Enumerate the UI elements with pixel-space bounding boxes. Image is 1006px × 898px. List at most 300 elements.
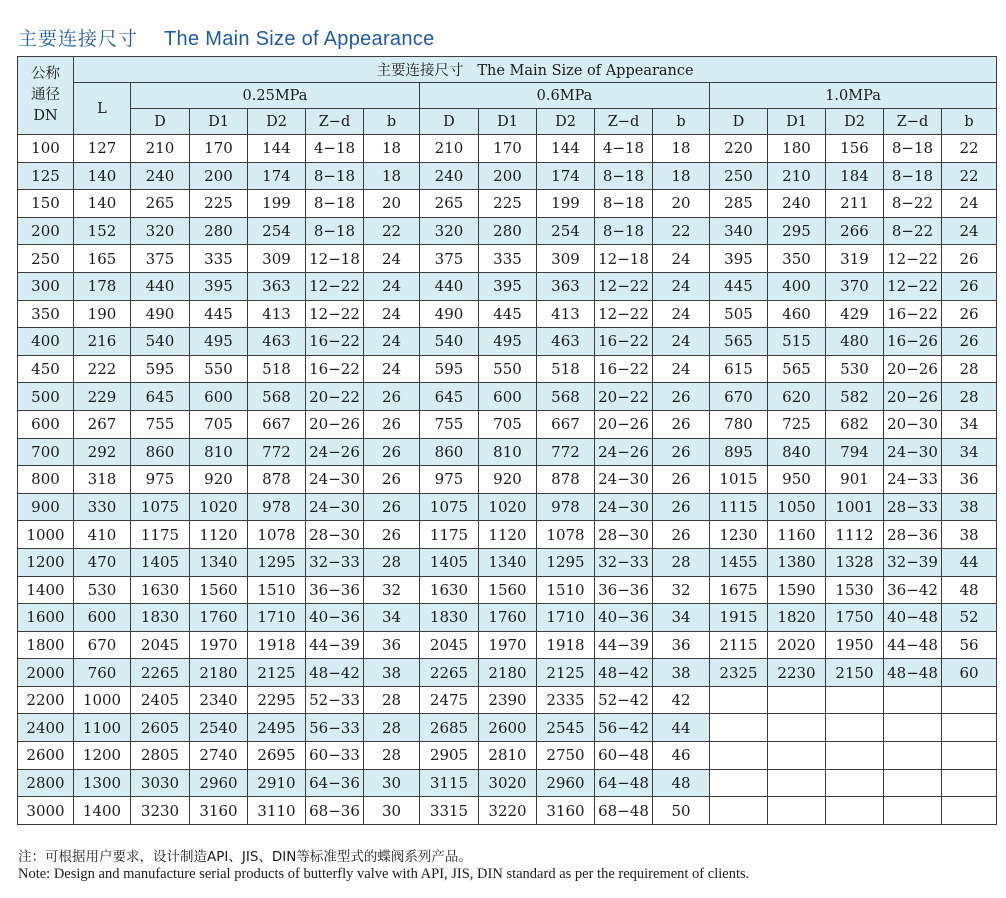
table-cell: 2180 <box>479 659 537 687</box>
table-cell <box>942 797 997 825</box>
table-cell: 68−48 <box>595 797 653 825</box>
table-cell: 500 <box>18 383 74 411</box>
table-cell: 18 <box>653 162 710 190</box>
table-cell: 24 <box>364 300 420 328</box>
table-cell: 16−22 <box>306 355 364 383</box>
table-cell: 429 <box>826 300 884 328</box>
table-cell: 254 <box>537 217 595 245</box>
sub-header-cell: D <box>710 109 768 135</box>
table-cell: 375 <box>131 245 190 273</box>
table-cell: 32 <box>653 576 710 604</box>
table-cell: 2540 <box>190 714 248 742</box>
table-cell: 26 <box>364 521 420 549</box>
table-cell: 267 <box>74 410 131 438</box>
table-cell: 40−48 <box>884 604 942 632</box>
table-cell: 38 <box>653 659 710 687</box>
table-cell: 3020 <box>479 769 537 797</box>
table-cell: 2325 <box>710 659 768 687</box>
table-cell: 700 <box>18 438 74 466</box>
sub-header-cell: D <box>420 109 479 135</box>
table-cell: 144 <box>537 135 595 163</box>
table-cell: 265 <box>131 190 190 218</box>
table-cell: 36 <box>942 466 997 494</box>
table-cell: 36 <box>364 631 420 659</box>
table-cell: 30 <box>364 769 420 797</box>
table-cell: 978 <box>537 493 595 521</box>
table-cell: 645 <box>131 383 190 411</box>
table-cell: 760 <box>74 659 131 687</box>
table-cell: 22 <box>942 162 997 190</box>
table-cell: 24 <box>942 217 997 245</box>
table-cell: 2600 <box>18 742 74 770</box>
table-cell <box>826 769 884 797</box>
table-title <box>74 57 997 83</box>
table-cell: 2685 <box>420 714 479 742</box>
table-cell: 2125 <box>248 659 306 687</box>
table-cell: 48−42 <box>595 659 653 687</box>
table-cell: 2600 <box>479 714 537 742</box>
table-cell: 490 <box>131 300 190 328</box>
table-cell: 184 <box>826 162 884 190</box>
table-cell: 1830 <box>131 604 190 632</box>
table-cell: 615 <box>710 355 768 383</box>
table-row <box>18 217 997 245</box>
table-cell: 200 <box>190 162 248 190</box>
table-cell: 1001 <box>826 493 884 521</box>
table-cell: 36 <box>653 631 710 659</box>
table-cell: 30 <box>364 797 420 825</box>
table-cell: 755 <box>131 410 190 438</box>
table-cell: 1175 <box>420 521 479 549</box>
table-cell: 2000 <box>18 659 74 687</box>
table-cell: 240 <box>420 162 479 190</box>
table-cell: 705 <box>479 410 537 438</box>
table-cell: 20 <box>364 190 420 218</box>
table-cell: 1600 <box>18 604 74 632</box>
table-cell: 36−42 <box>884 576 942 604</box>
table-cell: 363 <box>537 272 595 300</box>
table-cell: 670 <box>74 631 131 659</box>
table-cell <box>710 686 768 714</box>
table-cell: 48−42 <box>306 659 364 687</box>
table-cell: 1530 <box>826 576 884 604</box>
table-cell: 60−48 <box>595 742 653 770</box>
table-cell: 140 <box>74 190 131 218</box>
table-cell: 20−26 <box>884 355 942 383</box>
table-cell: 2695 <box>248 742 306 770</box>
table-cell: 395 <box>190 272 248 300</box>
table-cell: 52 <box>942 604 997 632</box>
table-cell <box>884 686 942 714</box>
table-cell: 350 <box>768 245 826 273</box>
table-cell: 26 <box>653 493 710 521</box>
table-cell: 240 <box>131 162 190 190</box>
table-cell: 1918 <box>248 631 306 659</box>
table-cell: 1078 <box>248 521 306 549</box>
table-cell: 540 <box>131 328 190 356</box>
table-cell: 152 <box>74 217 131 245</box>
table-cell: 18 <box>364 135 420 163</box>
table-cell: 100 <box>18 135 74 163</box>
table-cell: 56−33 <box>306 714 364 742</box>
table-cell: 24 <box>653 272 710 300</box>
table-cell: 1295 <box>248 548 306 576</box>
table-cell: 413 <box>537 300 595 328</box>
sub-header-cell: b <box>364 109 420 135</box>
table-cell: 8−18 <box>884 162 942 190</box>
heading-english: The Main Size of Appearance <box>164 28 435 50</box>
table-cell: 199 <box>248 190 306 218</box>
table-cell: 1800 <box>18 631 74 659</box>
table-cell: 682 <box>826 410 884 438</box>
table-cell: 1075 <box>420 493 479 521</box>
table-row <box>18 686 997 714</box>
table-cell: 24−30 <box>306 493 364 521</box>
table-cell: 64−48 <box>595 769 653 797</box>
table-cell: 1830 <box>420 604 479 632</box>
table-cell: 320 <box>420 217 479 245</box>
pressure-025: 0.25MPa <box>131 83 420 109</box>
table-cell: 600 <box>74 604 131 632</box>
table-cell: 12−22 <box>884 272 942 300</box>
table-cell: 8−22 <box>884 217 942 245</box>
table-cell: 395 <box>710 245 768 273</box>
table-cell: 44 <box>653 714 710 742</box>
table-cell: 200 <box>18 217 74 245</box>
table-cell: 530 <box>74 576 131 604</box>
table-cell: 2910 <box>248 769 306 797</box>
table-cell: 1000 <box>74 686 131 714</box>
table-cell <box>826 686 884 714</box>
table-cell: 180 <box>768 135 826 163</box>
table-cell <box>826 742 884 770</box>
table-cell: 1112 <box>826 521 884 549</box>
table-cell: 1970 <box>190 631 248 659</box>
table-cell: 1295 <box>537 548 595 576</box>
table-cell: 24 <box>364 245 420 273</box>
table-cell: 16−22 <box>306 328 364 356</box>
table-cell: 199 <box>537 190 595 218</box>
table-cell: 530 <box>826 355 884 383</box>
table-cell: 28 <box>364 742 420 770</box>
table-cell: 26 <box>653 383 710 411</box>
table-cell: 2335 <box>537 686 595 714</box>
table-cell: 60 <box>942 659 997 687</box>
table-cell: 1710 <box>537 604 595 632</box>
table-row <box>18 714 997 742</box>
sub-header-cell: Z−d <box>306 109 364 135</box>
table-cell: 2265 <box>131 659 190 687</box>
table-cell: 480 <box>826 328 884 356</box>
table-cell: 48 <box>942 576 997 604</box>
table-cell: 518 <box>248 355 306 383</box>
table-cell: 2800 <box>18 769 74 797</box>
table-cell: 2390 <box>479 686 537 714</box>
table-cell: 878 <box>537 466 595 494</box>
table-cell: 1020 <box>190 493 248 521</box>
table-cell: 26 <box>942 328 997 356</box>
table-cell: 8−22 <box>884 190 942 218</box>
table-cell: 225 <box>190 190 248 218</box>
table-cell: 395 <box>479 272 537 300</box>
table-cell: 667 <box>248 410 306 438</box>
table-cell: 24−30 <box>884 438 942 466</box>
table-cell: 26 <box>653 410 710 438</box>
table-row <box>18 135 997 163</box>
sub-header-cell: b <box>653 109 710 135</box>
table-cell: 26 <box>653 466 710 494</box>
table-cell: 200 <box>479 162 537 190</box>
table-cell: 24 <box>653 355 710 383</box>
table-cell: 350 <box>18 300 74 328</box>
table-cell: 600 <box>190 383 248 411</box>
table-cell: 250 <box>18 245 74 273</box>
table-cell: 1340 <box>190 548 248 576</box>
table-cell: 222 <box>74 355 131 383</box>
table-cell: 2960 <box>537 769 595 797</box>
table-cell: 670 <box>710 383 768 411</box>
table-cell: 20−26 <box>595 410 653 438</box>
table-cell: 56 <box>942 631 997 659</box>
table-cell: 250 <box>710 162 768 190</box>
table-cell <box>884 714 942 742</box>
table-cell: 1510 <box>248 576 306 604</box>
table-row <box>18 576 997 604</box>
table-cell: 1750 <box>826 604 884 632</box>
table-cell: 32−33 <box>306 548 364 576</box>
table-cell: 1100 <box>74 714 131 742</box>
table-cell: 40−36 <box>595 604 653 632</box>
table-row <box>18 604 997 632</box>
table-cell: 174 <box>537 162 595 190</box>
table-cell: 1560 <box>190 576 248 604</box>
table-cell: 4−18 <box>306 135 364 163</box>
table-row <box>18 410 997 438</box>
sub-header-cell: D2 <box>248 109 306 135</box>
table-cell: 3000 <box>18 797 74 825</box>
table-cell: 2805 <box>131 742 190 770</box>
table-cell: 2495 <box>248 714 306 742</box>
table-cell: 810 <box>479 438 537 466</box>
table-row <box>18 438 997 466</box>
table-cell: 1820 <box>768 604 826 632</box>
table-cell: 667 <box>537 410 595 438</box>
table-cell: 44−39 <box>306 631 364 659</box>
table-cell: 20 <box>653 190 710 218</box>
table-cell: 220 <box>710 135 768 163</box>
table-cell: 2545 <box>537 714 595 742</box>
table-row <box>18 300 997 328</box>
table-cell: 2230 <box>768 659 826 687</box>
table-cell: 1510 <box>537 576 595 604</box>
sub-header-cell: Z−d <box>884 109 942 135</box>
table-cell: 410 <box>74 521 131 549</box>
table-cell: 12−22 <box>595 272 653 300</box>
table-cell: 1078 <box>537 521 595 549</box>
table-cell: 165 <box>74 245 131 273</box>
dn-header-line1: 公称 <box>31 66 60 82</box>
table-cell: 22 <box>942 135 997 163</box>
table-cell: 375 <box>420 245 479 273</box>
table-cell: 178 <box>74 272 131 300</box>
table-cell: 38 <box>942 493 997 521</box>
table-cell: 600 <box>18 410 74 438</box>
table-cell <box>942 769 997 797</box>
table-cell: 210 <box>420 135 479 163</box>
table-cell: 2150 <box>826 659 884 687</box>
table-cell: 309 <box>537 245 595 273</box>
table-cell: 595 <box>131 355 190 383</box>
table-cell <box>942 714 997 742</box>
table-cell: 48−48 <box>884 659 942 687</box>
table-cell: 8−18 <box>595 217 653 245</box>
table-cell: 20−26 <box>306 410 364 438</box>
note-chinese: 注：可根据用户要求，设计制造API、JIS、DIN等标准型式的蝶阀系列产品。 <box>18 849 472 865</box>
table-cell: 210 <box>131 135 190 163</box>
table-cell: 38 <box>942 521 997 549</box>
table-cell: 26 <box>942 245 997 273</box>
table-cell: 840 <box>768 438 826 466</box>
table-cell: 254 <box>248 217 306 245</box>
table-cell: 2200 <box>18 686 74 714</box>
table-cell: 319 <box>826 245 884 273</box>
table-cell: 413 <box>248 300 306 328</box>
table-cell: 2960 <box>190 769 248 797</box>
table-cell: 26 <box>364 493 420 521</box>
table-cell: 24 <box>653 300 710 328</box>
table-cell: 1455 <box>710 548 768 576</box>
table-cell <box>768 742 826 770</box>
table-cell <box>768 686 826 714</box>
table-row <box>18 355 997 383</box>
table-cell: 772 <box>537 438 595 466</box>
table-cell: 266 <box>826 217 884 245</box>
sub-header-cell: D2 <box>537 109 595 135</box>
table-cell: 18 <box>653 135 710 163</box>
table-cell: 32 <box>364 576 420 604</box>
table-cell: 440 <box>131 272 190 300</box>
table-cell: 28−36 <box>884 521 942 549</box>
table-cell: 1160 <box>768 521 826 549</box>
table-cell: 8−18 <box>884 135 942 163</box>
table-cell: 975 <box>420 466 479 494</box>
table-row <box>18 466 997 494</box>
table-cell: 370 <box>826 272 884 300</box>
table-cell: 320 <box>131 217 190 245</box>
table-cell: 64−36 <box>306 769 364 797</box>
table-cell: 1560 <box>479 576 537 604</box>
table-cell: 20−30 <box>884 410 942 438</box>
table-cell: 1340 <box>479 548 537 576</box>
table-cell: 28 <box>364 714 420 742</box>
table-cell: 515 <box>768 328 826 356</box>
table-cell: 285 <box>710 190 768 218</box>
table-cell: 125 <box>18 162 74 190</box>
table-cell: 309 <box>248 245 306 273</box>
table-cell <box>710 797 768 825</box>
table-cell: 211 <box>826 190 884 218</box>
table-cell: 1590 <box>768 576 826 604</box>
table-cell: 16−22 <box>884 300 942 328</box>
table-cell: 229 <box>74 383 131 411</box>
table-cell: 550 <box>479 355 537 383</box>
table-cell: 860 <box>420 438 479 466</box>
table-cell <box>710 714 768 742</box>
table-cell: 975 <box>131 466 190 494</box>
table-cell: 3160 <box>190 797 248 825</box>
table-cell: 140 <box>74 162 131 190</box>
table-cell: 12−22 <box>595 300 653 328</box>
table-cell: 16−22 <box>595 328 653 356</box>
table-cell: 725 <box>768 410 826 438</box>
table-cell: 44 <box>942 548 997 576</box>
table-cell: 20−26 <box>884 383 942 411</box>
table-cell: 950 <box>768 466 826 494</box>
dn-header <box>18 57 74 135</box>
table-cell: 34 <box>942 438 997 466</box>
table-title-text: 主要连接尺寸 The Main Size of Appearance <box>376 63 694 79</box>
table-cell: 1760 <box>479 604 537 632</box>
table-cell: 340 <box>710 217 768 245</box>
table-cell: 3230 <box>131 797 190 825</box>
table-cell: 32−39 <box>884 548 942 576</box>
table-cell: 46 <box>653 742 710 770</box>
sub-header-cell: D1 <box>190 109 248 135</box>
table-cell: 12−22 <box>306 272 364 300</box>
table-cell: 335 <box>479 245 537 273</box>
table-cell: 568 <box>248 383 306 411</box>
table-cell: 1328 <box>826 548 884 576</box>
table-cell: 24 <box>364 272 420 300</box>
table-cell: 38 <box>364 659 420 687</box>
table-cell: 12−18 <box>306 245 364 273</box>
table-cell: 4−18 <box>595 135 653 163</box>
table-cell: 1405 <box>131 548 190 576</box>
table-cell: 565 <box>768 355 826 383</box>
table-row <box>18 521 997 549</box>
table-cell: 860 <box>131 438 190 466</box>
table-cell: 363 <box>248 272 306 300</box>
sub-header-cell: D1 <box>479 109 537 135</box>
table-cell: 1175 <box>131 521 190 549</box>
table-cell: 12−18 <box>595 245 653 273</box>
table-cell: 170 <box>190 135 248 163</box>
table-cell: 1400 <box>18 576 74 604</box>
table-cell: 144 <box>248 135 306 163</box>
table-cell: 445 <box>710 272 768 300</box>
table-cell: 48 <box>653 769 710 797</box>
table-cell: 2340 <box>190 686 248 714</box>
table-cell: 40−36 <box>306 604 364 632</box>
table-cell: 150 <box>18 190 74 218</box>
table-cell: 440 <box>420 272 479 300</box>
table-cell: 36−36 <box>595 576 653 604</box>
table-cell: 1630 <box>420 576 479 604</box>
table-cell: 28−33 <box>884 493 942 521</box>
table-cell: 1230 <box>710 521 768 549</box>
table-cell: 1075 <box>131 493 190 521</box>
table-cell: 1380 <box>768 548 826 576</box>
table-cell: 28 <box>942 383 997 411</box>
sub-header-cell: D <box>131 109 190 135</box>
table-cell: 2740 <box>190 742 248 770</box>
table-cell: 26 <box>653 438 710 466</box>
table-cell: 16−22 <box>595 355 653 383</box>
sub-header-cell: b <box>942 109 997 135</box>
table-cell: 463 <box>248 328 306 356</box>
table-cell: 1950 <box>826 631 884 659</box>
table-cell: 2605 <box>131 714 190 742</box>
